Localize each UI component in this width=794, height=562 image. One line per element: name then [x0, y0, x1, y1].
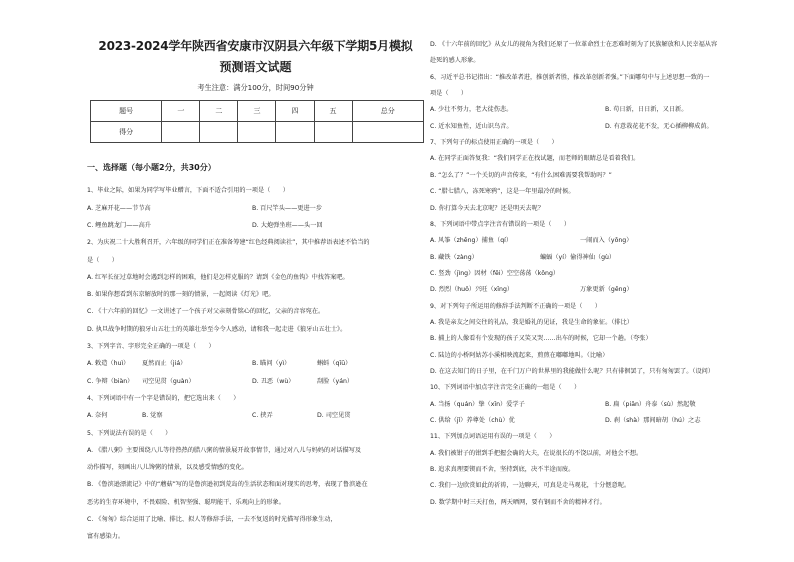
- option-row: [430, 400, 696, 409]
- option-text: 蝌蚪（qīū）: [317, 360, 352, 368]
- question-line: B. 如果你想看到东京解放时的那一刻的情景，一起阅读《灯光》吧。: [87, 291, 275, 299]
- option-text: D. 烈烈（huǒ）兴旺（xīng）: [430, 286, 514, 294]
- option-text: C. 竖劲（jìng）因材（fēi）空空荡荡（kōng）: [430, 269, 560, 277]
- option-text: 夏然而止（jiá）: [142, 360, 187, 368]
- option-text: A. 少壮不努力，老大徒伤悲。: [430, 106, 513, 114]
- question-line: 赴死的感人形象。: [430, 57, 480, 65]
- question-line: A. 红军长征过草地时会遇到怎样的困难，他们是怎样克服的？请到《金色的鱼钩》中找答案吧。: [87, 273, 349, 281]
- option-text: C. 争辩（biàn）: [87, 377, 134, 385]
- score-cell: [352, 122, 423, 143]
- option-text: A. 当扬（quán）挚（xīn）爱学子: [430, 400, 525, 408]
- score-table: [90, 100, 424, 143]
- option-text: 万象更新（gēng）: [580, 286, 633, 294]
- score-cell: [200, 122, 238, 143]
- question-line: 4、下列词语中有一个字是错误的，把它选出来（ ）: [87, 394, 240, 402]
- option-text: D. 有意栽花花不发，无心插柳柳成荫。: [605, 122, 713, 130]
- option-text: A. 风筝（zhēng）捕鱼（qí）: [430, 237, 513, 245]
- question-line: 8、下列词语中带点字注音有错误的一项是（ ）: [430, 220, 571, 228]
- question-line: C. 《十六年前的回忆》一文讲述了一个孩子对父亲刻骨铭心的回忆，父亲的音容宛在。: [87, 308, 325, 316]
- question-line: 2、为庆祝二十大胜利召开，六年级的同学们正在准备筹建“红色经典阅读社”，其中推荐语表述不恰当的: [87, 239, 370, 247]
- question-line: A. 在同学正面答复我：“我们同学正在找试题，而老师的眼睛总是看着我们。: [430, 155, 640, 163]
- score-cell: [276, 122, 314, 143]
- question-line: 7、下列句子的标点使用正确的一项是（ ）: [430, 139, 558, 147]
- question-line: D. 你打算今天去北京呢？还是明天去呢？: [430, 204, 544, 212]
- question-line: B. 捕上的人像看有个发现的孩子又笑又哭……出车的时候，它却一个趟。（夸张）: [430, 335, 652, 343]
- question-line: D. 数学期中时三天打鱼，两天晒网，要有钢而不舍的精神才行。: [430, 498, 606, 506]
- question-line: 是（ ）: [87, 256, 118, 264]
- option-text: B. 苟日新，日日新，又日新。: [605, 106, 688, 114]
- section-heading: 一、选择题（每小题2分，共30分）: [87, 163, 216, 172]
- option-row: [430, 253, 616, 262]
- question-line: 11、下列加点词语运用有误的一项是（ ）: [430, 433, 556, 441]
- option-text: D. 丑恶（wù）: [252, 377, 295, 385]
- question-line: C. 《匆匆》综合运用了比喻、排比、拟人等修辞手法，一去不复返的时光描写得形象生动，: [87, 516, 337, 523]
- option-text: D. 大炮弹坐班——头一回: [252, 221, 323, 229]
- question-line: 富有感染力。: [87, 533, 125, 541]
- score-cell: 一: [162, 101, 200, 122]
- score-cell: [162, 122, 200, 143]
- score-cell: 五: [314, 101, 352, 122]
- option-row: [87, 221, 323, 230]
- question-line: 恶劣的生存环境中，不畏艰险、机智坚强、聪明能干、乐观向上的形象。: [87, 498, 285, 506]
- question-line: B. “怎么了？”一个关切的声音传来，“有什么困难需要我帮助吗？”: [430, 171, 612, 179]
- option-text: B. 瞄问（yì）: [252, 360, 291, 368]
- question-line: C. 我们一边欣赏如此的祈祷，一边聊天，可真是走马观花，十分惬意呢。: [430, 482, 631, 490]
- option-text: 蝙蝠（yí）偷得神仙（gù）: [540, 253, 616, 261]
- question-line: 项是（ ）: [430, 90, 468, 98]
- question-line: D. 《十六年前的回忆》从女儿的视角为我们还原了一位革命烈士在恶难时刻为了民族解放和人民幸福从容: [430, 41, 718, 48]
- option-row: [87, 204, 323, 213]
- question-line: 10、下列词语中加点字注音完全正确的一组是（ ）: [430, 384, 581, 392]
- score-cell: 题号: [91, 101, 162, 122]
- score-cell: 得分: [91, 122, 162, 143]
- question-line: 9、对下列句子所运用的修辞手法判断不正确的一项是（ ）: [430, 302, 601, 310]
- option-text: B. 藏铁（zàng）: [430, 253, 478, 261]
- score-cell: [238, 122, 276, 143]
- score-cell: 三: [238, 101, 276, 122]
- question-line: A. 《腊八粥》主要围绕八儿等待热热的腊八粥的情景展开故事情节，通过对八儿与妈妈的对话描写及: [87, 446, 362, 454]
- question-line: B. 追求真理要锲而不舍，坚持到底，决不半途而废。: [430, 466, 575, 474]
- question-line: A. 我们被钳子的钳到手把握会确的大夫，在说很长的不饶以前，对他会不想。: [430, 449, 643, 457]
- question-line: B. 《鲁滨逊漂流记》中的“蘑菇”写的是鲁滨逊初到荒岛的生活状态和面对现实的思考，表现了鲁滨逊在: [87, 481, 368, 489]
- option-row: [430, 269, 559, 278]
- option-text: C. 近水知鱼性，近山识鸟音。: [430, 122, 513, 130]
- score-header-row: [91, 101, 424, 122]
- option-text: A. 敕造（huì）: [87, 360, 130, 368]
- question-line: A. 我是亲友之间交往的礼品，我是婚礼的见证，我是生命的象征。（排比）: [430, 318, 633, 326]
- question-line: 6、习近平总书记指出：“推改革者进，推创新者胜，推改革创新者强。”下面哪句中与上述思想一致的一: [430, 73, 710, 81]
- question-line: 5、下列说法有误的是（ ）: [87, 429, 172, 437]
- option-text: B. 扁（piān）舟泰（sù）然起敬: [605, 400, 696, 408]
- question-line: 3、下列字音、字形完全正确的一项是（ ）: [87, 343, 215, 350]
- option-row: [430, 105, 688, 114]
- option-text: 一闹而入（yōng）: [580, 237, 633, 245]
- score-cell: 总分: [352, 101, 423, 122]
- option-text: B. 百尺竿头——更进一步: [252, 204, 323, 212]
- option-text: C. 供给（jǐ）养尊处（chù）优: [430, 417, 515, 425]
- option-text: C. 鲤鱼跳龙门——高升: [87, 221, 151, 229]
- question-line: D. 在这去知门的日子里，在千门万户的世界里的我能做什么呢？只有徘徊罢了，只有匆匆罢了。（设问）: [430, 368, 715, 375]
- option-row: [430, 416, 701, 425]
- option-row: [430, 236, 633, 245]
- question-line: C. “腊七腊八，冻死寒鸦”，这是一年里最冷的时候。: [430, 188, 575, 196]
- score-cell: [314, 122, 352, 143]
- option-text: A. 芝麻开花——节节高: [87, 204, 151, 212]
- question-line: C. 陆边的小桥阿姑苏小溪相映流起来，煎煎在嘟嘟地叫。（比喻）: [430, 351, 609, 359]
- option-row: [430, 285, 633, 294]
- option-text: C. 挟弄: [252, 412, 273, 420]
- option-text: D. 司空见贯: [317, 412, 351, 420]
- option-text: B. 觉察: [142, 412, 163, 420]
- score-value-row: [91, 122, 424, 143]
- title-line-2: 预测语文试题: [219, 60, 292, 74]
- exam-notice: 考生注意：满分100分，时间90分钟: [197, 83, 314, 92]
- option-text: A. 奈何: [87, 412, 108, 420]
- option-text: 刮脸（yán）: [317, 377, 354, 385]
- question-line: 1、毕业之际，如果为同学写毕业赠言，下面不适合引用的一项是（ ）: [87, 187, 289, 195]
- title-line-1: 2023-2024学年陕西省安康市汉阴县六年级下学期5月模拟: [98, 39, 413, 53]
- question-line: 动作描写，刻画出八儿馋粥的情景，以及感受情感的变化。: [87, 464, 248, 472]
- score-cell: 四: [276, 101, 314, 122]
- option-row: [430, 122, 713, 131]
- score-cell: 二: [200, 101, 238, 122]
- option-text: D. 刹（shà）那间暗胡（hú）之志: [605, 417, 701, 425]
- question-line: D. 执旦战争时期的狼牙山五壮士的英雄壮举至今令人感动，请和我一起走进《狼牙山五壮士》。: [87, 325, 347, 333]
- option-text: 司空见贯（guàn）: [142, 377, 195, 385]
